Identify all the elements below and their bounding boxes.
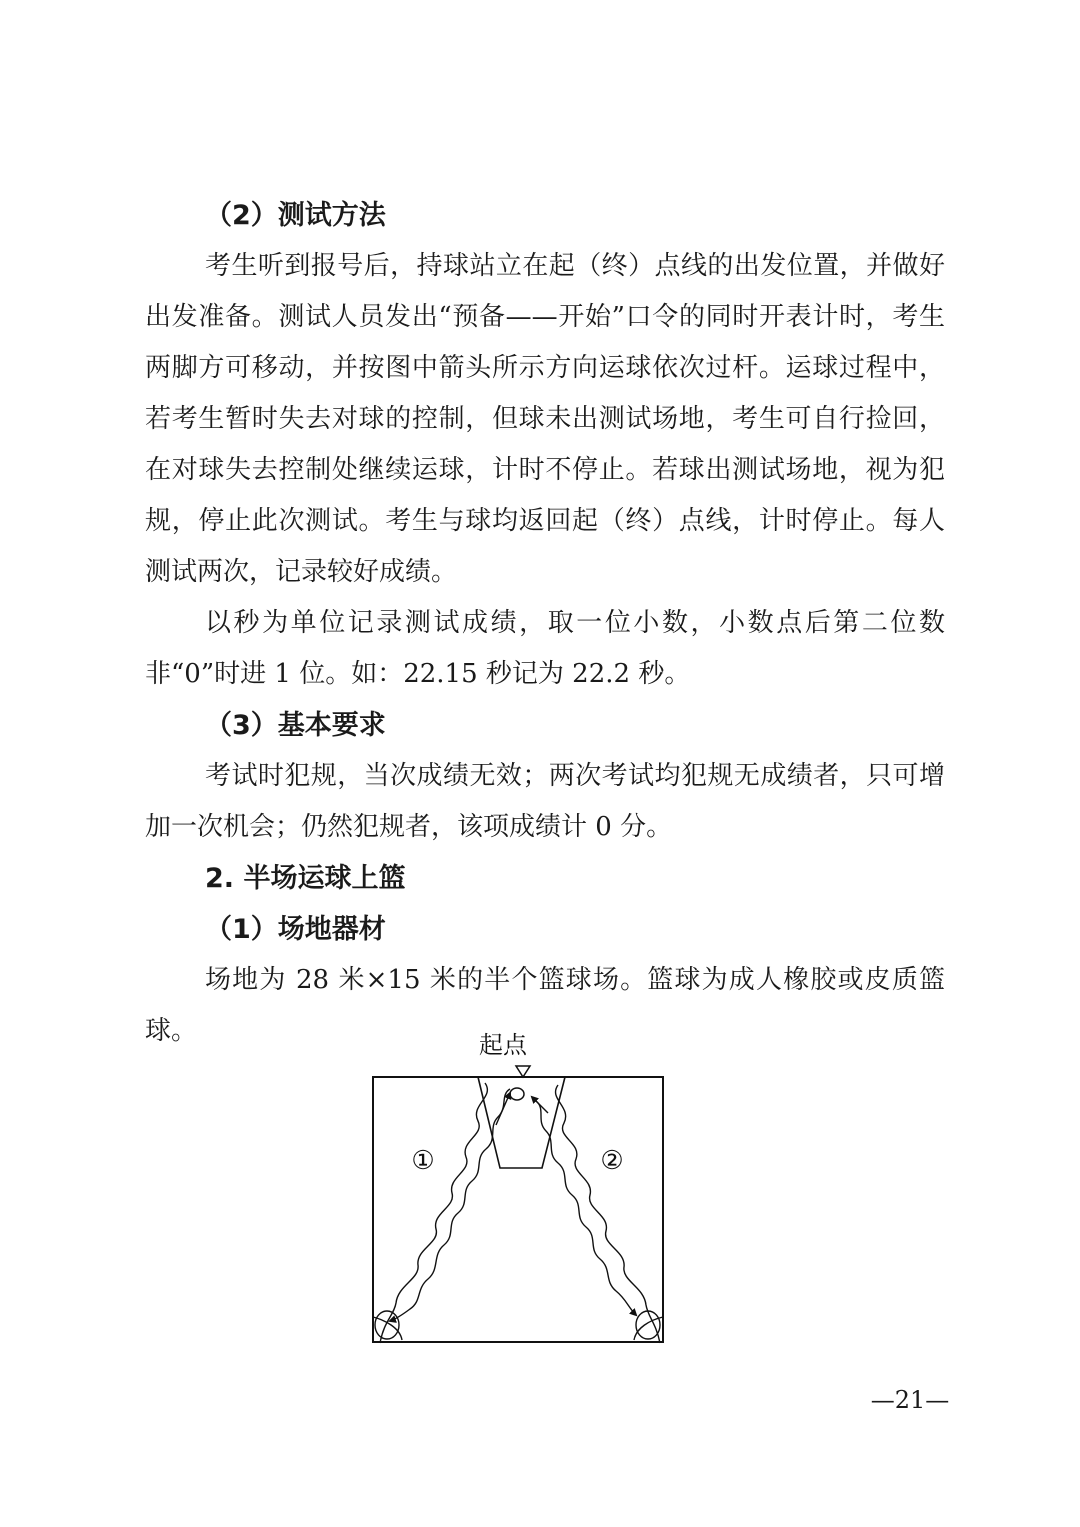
right-corner-oval [636,1311,660,1339]
test-method-heading: （2）测试方法 [205,200,386,231]
left-corner-oval [375,1311,399,1339]
test-method-paragraph-1: 考生听到报号后，持球站立在起（终）点线的出发位置，并做好出发准备。测试人员发出“预备——开始”口令的同时开表计时，考生两脚方可移动，并按图中箭头所示方向运球依次过杆。运球过程中，若考生暂时失去对球的控制，但球未出测试场地，考生可自行捡回，在对球失去控制处继续运球，计时不停止。若球出测试场地，视为犯规，停止此次测试。考生与球均返回起（终）点线，计时停止。每人测试两次，记录较好成绩。 [145,251,945,587]
route-2-outer-path [556,1085,660,1343]
page-content [145,190,945,1057]
route-1-inner-path [390,1089,510,1321]
court-diagram-svg [360,1025,680,1355]
half-court-layup-diagram [360,1025,680,1355]
route-1-label: ① [411,1146,435,1176]
basic-requirements-heading: （3）基本要求 [205,710,386,741]
start-point-marker [516,1066,530,1077]
route-1-arrow-to-basket [496,1093,510,1125]
route-1-outer-path [380,1083,487,1343]
basic-requirements-paragraph: 考试时犯规，当次成绩无效；两次考试均犯规无成绩者，只可增加一次机会；仍然犯规者，该项成绩计 0 分。 [145,761,945,842]
basket-ring [510,1088,524,1100]
route-2-label: ② [600,1146,624,1176]
venue-equipment-paragraph: 场地为 28 米×15 米的半个篮球场。篮球为成人橡胶或皮质篮球。 [145,965,945,1046]
route-2-arrow-to-basket [532,1097,548,1113]
half-court-layup-heading: 2. 半场运球上篮 [205,863,406,894]
start-point-label: 起点 [479,1031,527,1059]
venue-equipment-heading: （1）场地器材 [205,914,386,945]
page-number: —21— [870,1386,950,1414]
test-method-paragraph-2: 以秒为单位记录测试成绩，取一位小数，小数点后第二位数非“0”时进 1 位。如：22.15 秒记为 22.2 秒。 [145,608,945,689]
